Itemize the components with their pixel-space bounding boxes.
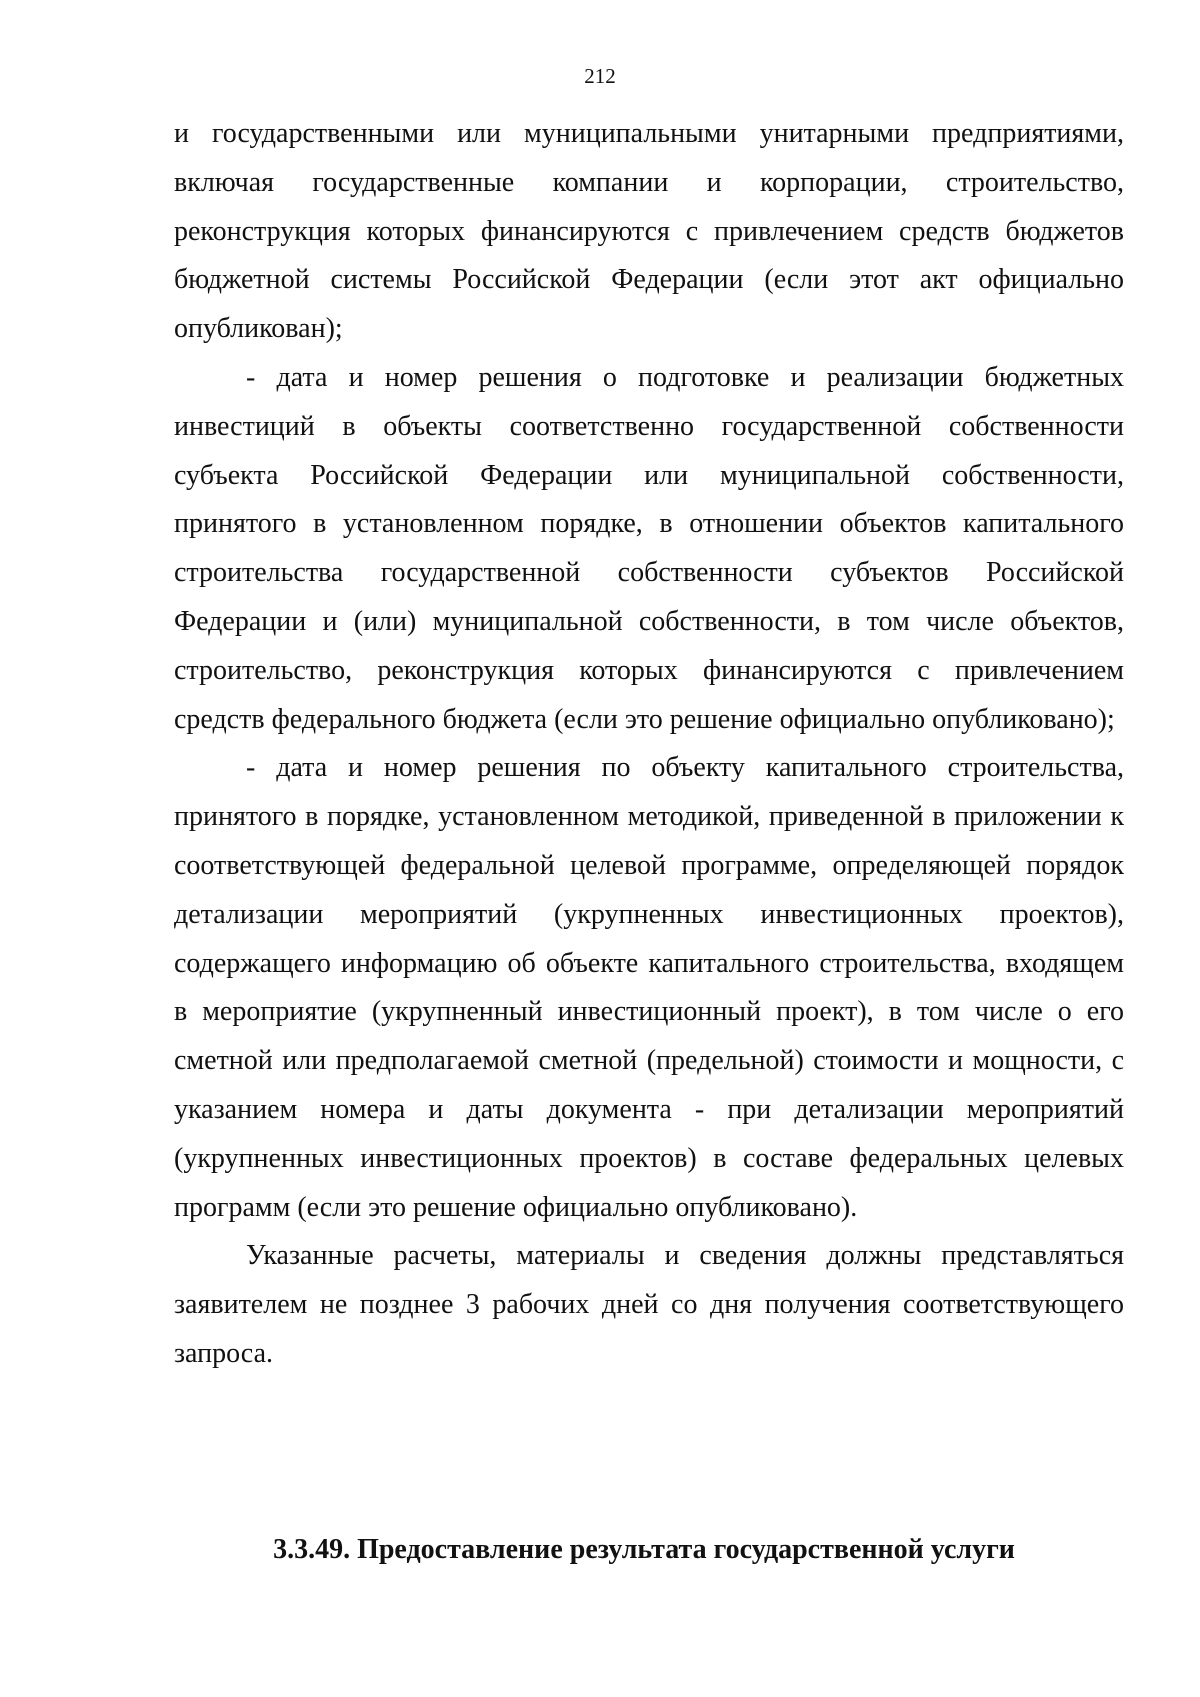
document-body — [174, 110, 1124, 1379]
paragraph-continuation: и государственными или муниципальными унитарными предприятиями, включая государственные компании и корпорации, строительство, реконструкция которых финансируются с привлечением средств бюджетов бюджетной системы Российской Федерации (если этот акт официально опубликован); — [174, 118, 1124, 345]
paragraph-submission-deadline: Указанные расчеты, материалы и сведения должны представляться заявителем не позднее 3 рабочих дней со дня получения соответствующего запроса. — [174, 1240, 1124, 1369]
section-heading: 3.3.49. Предоставление результата государственной услуги — [273, 1534, 1015, 1565]
paragraph-budget-investment-decision: - дата и номер решения о подготовке и реализации бюджетных инвестиций в объекты соответственно государственной собственности субъекта Российской Федерации или муниципальной собственности, принятого в установленном порядке, в отношении объектов капитального строительства государственной собственности субъектов Российской Федерации и (или) муниципальной собственности, в том числе объектов, строительство, реконструкция которых финансируются с привлечением средств федерального бюджета (если это решение официально опубликовано); — [174, 361, 1124, 735]
paragraph-capital-construction-decision: - дата и номер решения по объекту капитального строительства, принятого в порядке, установленном методикой, приведенной в приложении к соответствующей федеральной целевой программе, определяющей порядок детализации мероприятий (укрупненных инвестиционных проектов), содержащего информацию об объекте капитального строительства, входящем в мероприятие (укрупненный инвестиционный проект), в том числе о его сметной или предполагаемой сметной (предельной) стоимости и мощности, с указанием номера и даты документа - при детализации мероприятий (укрупненных инвестиционных проектов) в составе федеральных целевых программ (если это решение официально опубликовано). — [174, 752, 1124, 1223]
page-number: 212 — [584, 64, 616, 88]
